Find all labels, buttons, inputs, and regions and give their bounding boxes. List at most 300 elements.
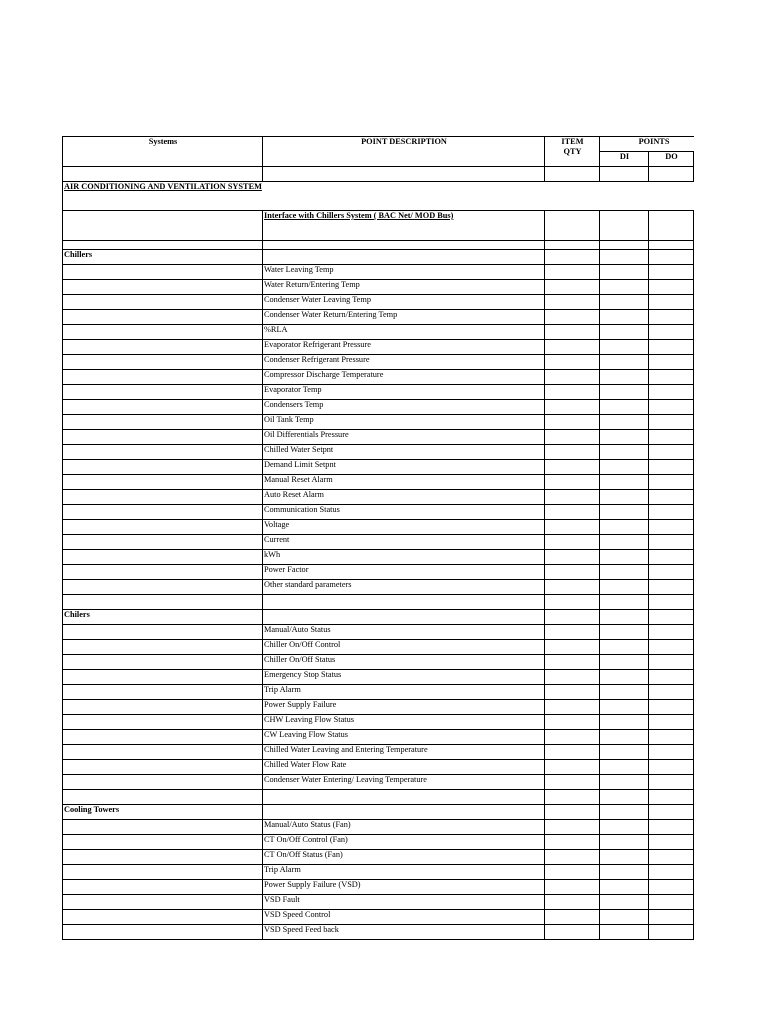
empty-cell — [263, 805, 545, 820]
empty-cell — [649, 460, 694, 475]
table-row — [63, 670, 695, 685]
empty-cell — [263, 167, 545, 182]
empty-cell — [63, 325, 263, 340]
point-description: Evaporator Refrigerant Pressure — [263, 340, 545, 355]
point-description: Water Leaving Temp — [263, 265, 545, 280]
empty-cell — [63, 550, 263, 565]
blank-row — [63, 595, 695, 610]
point-description: Power Factor — [263, 565, 545, 580]
point-description: Oil Tank Temp — [263, 415, 545, 430]
point-description: Water Return/Entering Temp — [263, 280, 545, 295]
empty-cell — [545, 505, 600, 520]
empty-cell — [649, 625, 694, 640]
empty-cell — [694, 625, 695, 640]
point-description: Auto Reset Alarm — [263, 490, 545, 505]
empty-cell — [694, 640, 695, 655]
empty-cell — [694, 310, 695, 325]
empty-cell — [545, 310, 600, 325]
section-title: AIR CONDITIONING AND VENTILATION SYSTEM — [63, 182, 695, 197]
empty-cell — [63, 670, 263, 685]
empty-cell — [63, 415, 263, 430]
empty-cell — [649, 241, 694, 250]
point-description: Manual/Auto Status (Fan) — [263, 820, 545, 835]
empty-cell — [649, 385, 694, 400]
empty-cell — [694, 850, 695, 865]
empty-cell — [694, 595, 695, 610]
empty-cell — [63, 655, 263, 670]
empty-cell — [545, 760, 600, 775]
empty-cell — [649, 925, 694, 940]
empty-cell — [63, 295, 263, 310]
empty-cell — [694, 520, 695, 535]
empty-cell — [694, 295, 695, 310]
blank-row — [63, 241, 695, 250]
empty-cell — [600, 655, 649, 670]
empty-cell — [649, 670, 694, 685]
empty-cell — [600, 895, 649, 910]
empty-cell — [694, 775, 695, 790]
empty-cell — [545, 895, 600, 910]
empty-cell — [600, 790, 649, 805]
item-qty-line2: QTY — [563, 147, 582, 156]
empty-cell — [694, 550, 695, 565]
table-row — [63, 835, 695, 850]
empty-cell — [649, 610, 694, 625]
empty-cell — [600, 400, 649, 415]
empty-cell — [600, 610, 649, 625]
table-row — [63, 730, 695, 745]
empty-cell — [545, 550, 600, 565]
empty-cell — [63, 835, 263, 850]
empty-cell — [600, 640, 649, 655]
empty-cell — [63, 760, 263, 775]
empty-cell — [649, 295, 694, 310]
empty-cell — [545, 910, 600, 925]
points-extra-header — [694, 152, 695, 167]
empty-cell — [600, 520, 649, 535]
empty-cell — [694, 370, 695, 385]
empty-cell — [649, 400, 694, 415]
empty-cell — [694, 460, 695, 475]
empty-cell — [694, 835, 695, 850]
table-row — [63, 850, 695, 865]
point-description: Chilled Water Leaving and Entering Temperature — [263, 745, 545, 760]
do-header: DO — [649, 152, 694, 167]
empty-cell — [694, 820, 695, 835]
table-row — [63, 895, 695, 910]
empty-cell — [649, 415, 694, 430]
empty-cell — [63, 460, 263, 475]
points-header: POINTS — [600, 137, 695, 152]
table-row — [63, 460, 695, 475]
point-description: Oil Differentials Pressure — [263, 430, 545, 445]
table-row — [63, 475, 695, 490]
empty-cell — [545, 167, 600, 182]
empty-cell — [649, 490, 694, 505]
empty-cell — [263, 790, 545, 805]
spacer-cell — [63, 197, 695, 211]
empty-cell — [545, 655, 600, 670]
empty-cell — [649, 167, 694, 182]
empty-cell — [63, 700, 263, 715]
blank-row — [63, 790, 695, 805]
table-row — [63, 415, 695, 430]
empty-cell — [694, 865, 695, 880]
empty-cell — [649, 745, 694, 760]
empty-cell — [545, 211, 600, 241]
empty-cell — [600, 211, 649, 241]
empty-cell — [63, 167, 263, 182]
spreadsheet-page — [62, 136, 694, 940]
empty-cell — [694, 211, 695, 241]
empty-cell — [63, 820, 263, 835]
empty-cell — [694, 167, 695, 182]
empty-cell — [600, 325, 649, 340]
empty-cell — [63, 505, 263, 520]
point-description: Evaporator Temp — [263, 385, 545, 400]
empty-cell — [694, 241, 695, 250]
empty-cell — [545, 730, 600, 745]
interface-title: Interface with Chillers System ( BAC Net/ MOD Bus) — [263, 211, 545, 241]
point-description: Manual Reset Alarm — [263, 475, 545, 490]
empty-cell — [600, 880, 649, 895]
empty-cell — [600, 167, 649, 182]
table-row — [63, 880, 695, 895]
empty-cell — [545, 775, 600, 790]
empty-cell — [694, 655, 695, 670]
empty-cell — [545, 430, 600, 445]
table-row — [63, 370, 695, 385]
empty-cell — [600, 280, 649, 295]
empty-cell — [263, 595, 545, 610]
empty-cell — [649, 505, 694, 520]
empty-cell — [600, 460, 649, 475]
table-row — [63, 565, 695, 580]
empty-cell — [545, 880, 600, 895]
empty-cell — [649, 355, 694, 370]
point-description: Condensers Temp — [263, 400, 545, 415]
empty-cell — [600, 265, 649, 280]
empty-cell — [63, 625, 263, 640]
empty-cell — [600, 490, 649, 505]
point-description: Condenser Water Return/Entering Temp — [263, 310, 545, 325]
points-schedule-table — [62, 136, 694, 940]
empty-cell — [600, 250, 649, 265]
point-description: Condenser Water Entering/ Leaving Temperature — [263, 775, 545, 790]
empty-cell — [694, 895, 695, 910]
empty-cell — [545, 340, 600, 355]
empty-cell — [600, 385, 649, 400]
empty-cell — [600, 685, 649, 700]
table-row — [63, 400, 695, 415]
empty-cell — [649, 370, 694, 385]
empty-cell — [600, 595, 649, 610]
empty-cell — [694, 475, 695, 490]
table-row — [63, 445, 695, 460]
empty-cell — [63, 865, 263, 880]
point-description: Current — [263, 535, 545, 550]
empty-cell — [649, 850, 694, 865]
empty-cell — [545, 445, 600, 460]
table-row — [63, 715, 695, 730]
empty-cell — [694, 715, 695, 730]
empty-cell — [694, 925, 695, 940]
point-description: Manual/Auto Status — [263, 625, 545, 640]
point-description: Chiller On/Off Status — [263, 655, 545, 670]
point-description: Other standard parameters — [263, 580, 545, 595]
table-row — [63, 865, 695, 880]
group-row — [63, 610, 695, 625]
empty-cell — [63, 520, 263, 535]
empty-cell — [545, 325, 600, 340]
empty-cell — [694, 325, 695, 340]
empty-cell — [694, 670, 695, 685]
empty-cell — [649, 535, 694, 550]
empty-cell — [694, 685, 695, 700]
empty-cell — [694, 415, 695, 430]
empty-cell — [694, 250, 695, 265]
empty-cell — [649, 595, 694, 610]
empty-cell — [63, 730, 263, 745]
point-description: CHW Leaving Flow Status — [263, 715, 545, 730]
point-description: Demand Limit Setpnt — [263, 460, 545, 475]
empty-cell — [694, 430, 695, 445]
empty-cell — [545, 640, 600, 655]
point-description: VSD Fault — [263, 895, 545, 910]
empty-cell — [649, 580, 694, 595]
empty-cell — [545, 385, 600, 400]
empty-cell — [545, 625, 600, 640]
empty-cell — [694, 805, 695, 820]
empty-cell — [649, 820, 694, 835]
point-description: Power Supply Failure (VSD) — [263, 880, 545, 895]
empty-cell — [649, 211, 694, 241]
empty-cell — [600, 730, 649, 745]
empty-cell — [649, 475, 694, 490]
empty-cell — [600, 700, 649, 715]
empty-cell — [63, 340, 263, 355]
empty-cell — [63, 265, 263, 280]
point-description: Condenser Water Leaving Temp — [263, 295, 545, 310]
empty-cell — [649, 265, 694, 280]
empty-cell — [600, 565, 649, 580]
empty-cell — [63, 880, 263, 895]
table-row — [63, 685, 695, 700]
empty-cell — [649, 685, 694, 700]
table-row — [63, 625, 695, 640]
empty-cell — [694, 385, 695, 400]
empty-cell — [63, 490, 263, 505]
systems-header: Systems — [63, 137, 263, 167]
empty-cell — [600, 760, 649, 775]
table-row — [63, 355, 695, 370]
item-qty-header — [545, 137, 600, 167]
empty-cell — [600, 925, 649, 940]
empty-cell — [600, 475, 649, 490]
empty-cell — [545, 670, 600, 685]
table-row — [63, 325, 695, 340]
empty-cell — [263, 250, 545, 265]
empty-cell — [263, 610, 545, 625]
empty-cell — [649, 550, 694, 565]
blank-row — [63, 167, 695, 182]
table-row — [63, 640, 695, 655]
empty-cell — [600, 580, 649, 595]
empty-cell — [694, 565, 695, 580]
empty-cell — [694, 730, 695, 745]
empty-cell — [600, 355, 649, 370]
empty-cell — [600, 505, 649, 520]
empty-cell — [545, 850, 600, 865]
empty-cell — [649, 775, 694, 790]
empty-cell — [63, 385, 263, 400]
empty-cell — [63, 685, 263, 700]
empty-cell — [545, 865, 600, 880]
table-row — [63, 340, 695, 355]
table-row — [63, 760, 695, 775]
empty-cell — [649, 310, 694, 325]
empty-cell — [63, 280, 263, 295]
empty-cell — [545, 415, 600, 430]
empty-cell — [649, 655, 694, 670]
empty-cell — [649, 715, 694, 730]
empty-cell — [263, 241, 545, 250]
empty-cell — [694, 880, 695, 895]
point-description: kWh — [263, 550, 545, 565]
empty-cell — [600, 820, 649, 835]
table-row — [63, 520, 695, 535]
empty-cell — [63, 370, 263, 385]
empty-cell — [545, 355, 600, 370]
empty-cell — [694, 265, 695, 280]
di-header: DI — [600, 152, 649, 167]
empty-cell — [545, 520, 600, 535]
table-row — [63, 385, 695, 400]
point-description: %RLA — [263, 325, 545, 340]
empty-cell — [63, 895, 263, 910]
table-row — [63, 490, 695, 505]
empty-cell — [649, 445, 694, 460]
table-row — [63, 505, 695, 520]
empty-cell — [545, 715, 600, 730]
empty-cell — [600, 295, 649, 310]
empty-cell — [63, 211, 263, 241]
empty-cell — [545, 805, 600, 820]
empty-cell — [694, 400, 695, 415]
empty-cell — [600, 715, 649, 730]
table-row — [63, 820, 695, 835]
empty-cell — [545, 610, 600, 625]
empty-cell — [63, 430, 263, 445]
empty-cell — [600, 370, 649, 385]
empty-cell — [600, 910, 649, 925]
group-title: Cooling Towers — [63, 805, 263, 820]
empty-cell — [600, 745, 649, 760]
empty-cell — [600, 775, 649, 790]
empty-cell — [600, 625, 649, 640]
table-row — [63, 535, 695, 550]
empty-cell — [545, 745, 600, 760]
empty-cell — [694, 340, 695, 355]
empty-cell — [600, 415, 649, 430]
empty-cell — [600, 535, 649, 550]
empty-cell — [545, 475, 600, 490]
empty-cell — [649, 910, 694, 925]
point-description: CT On/Off Status (Fan) — [263, 850, 545, 865]
empty-cell — [649, 895, 694, 910]
section-title-row — [63, 182, 695, 197]
empty-cell — [63, 910, 263, 925]
empty-cell — [600, 850, 649, 865]
empty-cell — [63, 241, 263, 250]
empty-cell — [694, 745, 695, 760]
table-row — [63, 295, 695, 310]
empty-cell — [649, 250, 694, 265]
empty-cell — [600, 241, 649, 250]
empty-cell — [63, 475, 263, 490]
point-description: CT On/Off Control (Fan) — [263, 835, 545, 850]
empty-cell — [63, 535, 263, 550]
point-description: Compressor Discharge Temperature — [263, 370, 545, 385]
empty-cell — [694, 535, 695, 550]
empty-cell — [694, 700, 695, 715]
empty-cell — [694, 760, 695, 775]
empty-cell — [545, 280, 600, 295]
empty-cell — [63, 310, 263, 325]
empty-cell — [694, 355, 695, 370]
table-row — [63, 265, 695, 280]
empty-cell — [63, 355, 263, 370]
empty-cell — [545, 370, 600, 385]
empty-cell — [545, 790, 600, 805]
table-row — [63, 310, 695, 325]
table-row — [63, 430, 695, 445]
empty-cell — [649, 805, 694, 820]
empty-cell — [545, 925, 600, 940]
point-description: Trip Alarm — [263, 865, 545, 880]
empty-cell — [545, 265, 600, 280]
point-description: VSD Speed Control — [263, 910, 545, 925]
table-row — [63, 910, 695, 925]
table-row — [63, 700, 695, 715]
empty-cell — [649, 565, 694, 580]
empty-cell — [649, 280, 694, 295]
empty-cell — [545, 250, 600, 265]
table-row — [63, 655, 695, 670]
empty-cell — [649, 880, 694, 895]
empty-cell — [545, 820, 600, 835]
empty-cell — [63, 775, 263, 790]
empty-cell — [545, 685, 600, 700]
empty-cell — [600, 340, 649, 355]
point-description: Trip Alarm — [263, 685, 545, 700]
table-row — [63, 925, 695, 940]
point-description: CW Leaving Flow Status — [263, 730, 545, 745]
empty-cell — [600, 805, 649, 820]
empty-cell — [694, 610, 695, 625]
empty-cell — [545, 700, 600, 715]
item-qty-line1: ITEM — [561, 137, 584, 146]
empty-cell — [545, 595, 600, 610]
table-row — [63, 550, 695, 565]
empty-cell — [649, 640, 694, 655]
empty-cell — [545, 241, 600, 250]
empty-cell — [649, 835, 694, 850]
empty-cell — [649, 520, 694, 535]
empty-cell — [694, 790, 695, 805]
empty-cell — [545, 295, 600, 310]
point-description: Power Supply Failure — [263, 700, 545, 715]
